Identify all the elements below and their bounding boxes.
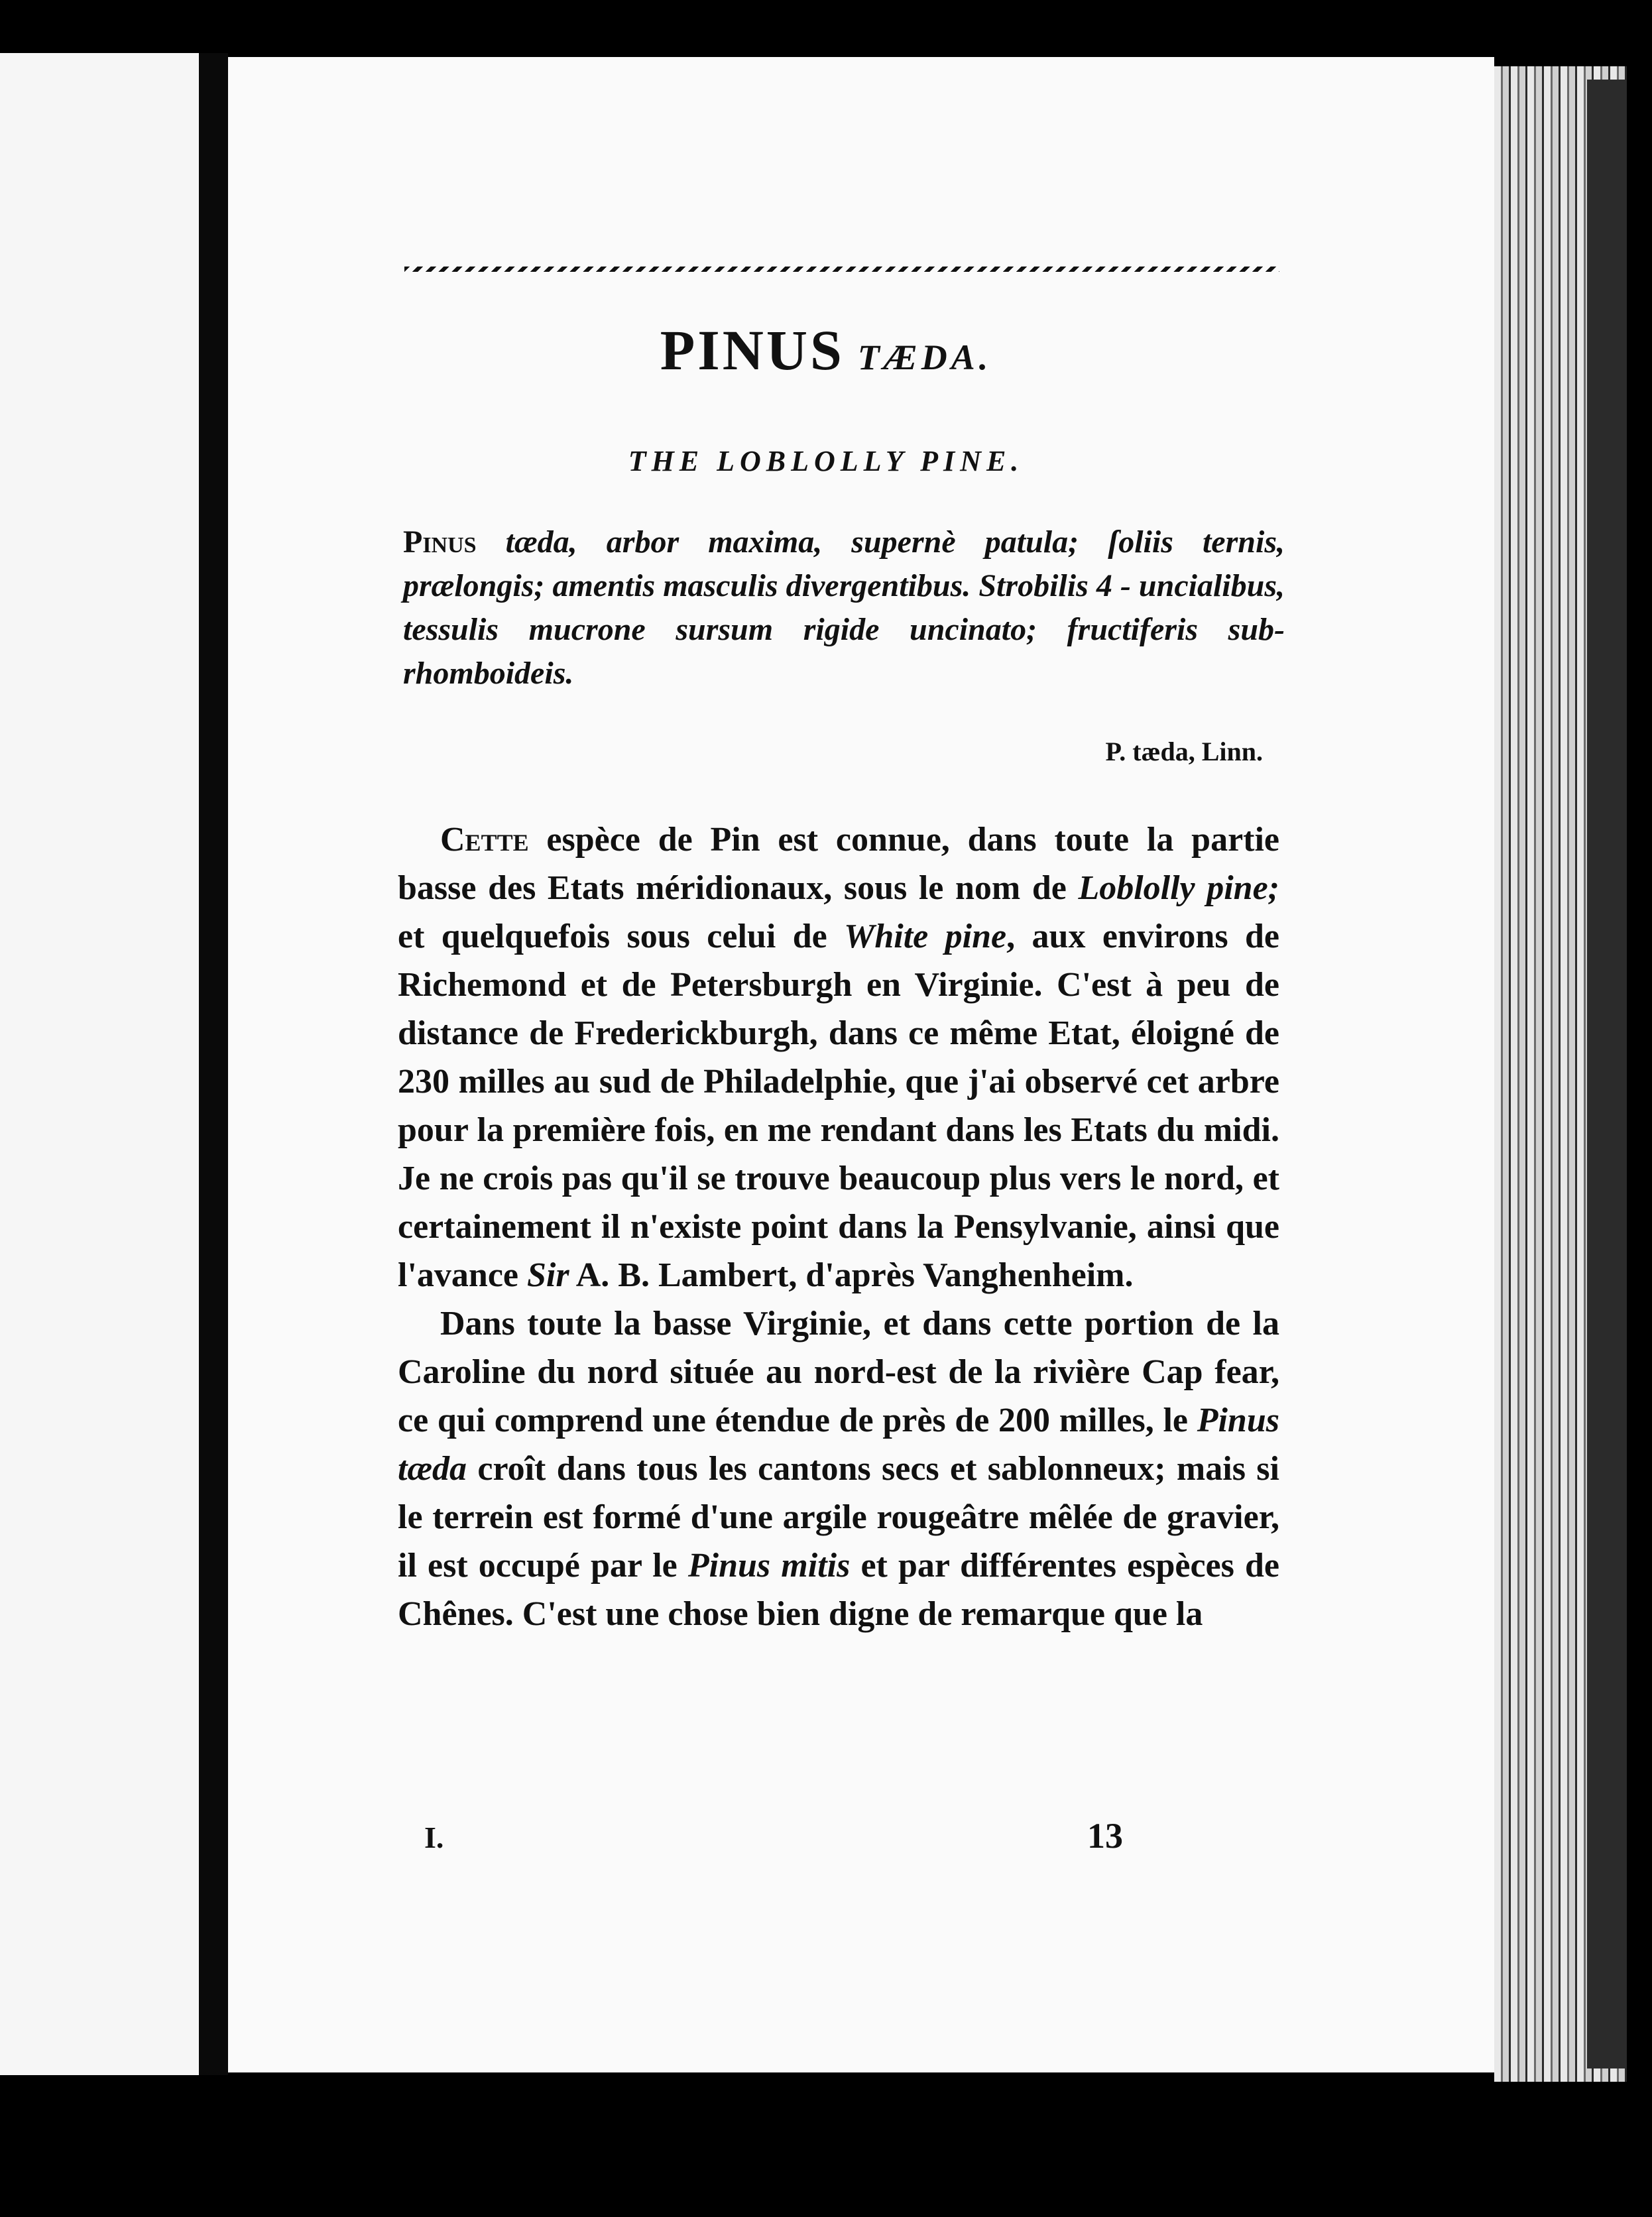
latin-description <box>403 520 1285 695</box>
paragraph-2-text-a: Dans toute la basse Virginie, et dans cette portion de la Caroline du nord située au nord-est de la rivière Cap fear, ce qui comprend une étendue de près de 200 milles, le <box>398 1305 1279 1439</box>
paragraph-1-italic-b: White pine <box>844 918 1007 955</box>
paragraph-1-text-b: et quelquefois sous celui de <box>398 918 845 955</box>
title-genus: PINUS <box>660 318 845 382</box>
page-title <box>0 317 1652 383</box>
paragraph-1-italic-c: Sir <box>526 1256 569 1294</box>
latin-text: tæda, arbor maxima, supernè patula; ſoliis ternis, prælongis; amentis masculis divergentibus. Strobilis 4 - uncialibus, tessulis mucrone sursum rigide uncinato; fructiferis sub-rhomboideis. <box>403 524 1285 691</box>
common-name-subtitle: THE LOBLOLLY PINE. <box>628 445 1024 477</box>
paragraph-1-text-c: , aux environs de Richemond et de Petersburgh en Virginie. C'est à peu de distance de Frederickburgh, dans ce même Etat, éloigné de 230 milles au sud de Philadelphie, que j'ai observé cet arbre pour la première fois, en me rendant dans les Etats du midi. Je ne crois pas qu'il se trouve beaucoup plus vers le nord, et certainement il n'existe point dans la Pensylvanie, ainsi que l'avance <box>398 918 1280 1294</box>
signature-mark: I. <box>424 1821 444 1854</box>
title-species: TÆDA. <box>857 337 992 377</box>
paragraph-2-italic-a: Pinus tæda <box>398 1402 1279 1488</box>
ornamental-rule <box>404 267 1279 272</box>
body-text <box>398 815 1279 1638</box>
paragraph-1-capitals: Cette <box>440 821 529 859</box>
linnaeus-citation: P. tæda, Linn. <box>1105 737 1263 766</box>
latin-lead-word: Pinus <box>403 524 477 560</box>
paragraph-1-text-d: A. B. Lambert, d'après Vanghenheim. <box>569 1256 1134 1294</box>
paragraph-1 <box>398 815 1279 1299</box>
gathering-number: 13 <box>1087 1816 1123 1856</box>
paragraph-2-italic-b: Pinus mitis <box>687 1547 851 1585</box>
paragraph-1-text-a: espèce de Pin est connue, dans toute la partie basse des Etats méridionaux, sous le nom de <box>398 821 1279 907</box>
paragraph-2 <box>398 1299 1279 1638</box>
paragraph-2-text-c: et par différentes espèces de Chênes. C'est une chose bien digne de remarque que la <box>398 1547 1279 1633</box>
paragraph-2-text-b: croît dans tous les cantons secs et sablonneux; mais si le terrein est formé d'une argile rougeâtre mêlée de gravier, il est occupé par le <box>398 1450 1279 1585</box>
paragraph-1-italic-a: Loblolly pine; <box>1078 869 1279 907</box>
